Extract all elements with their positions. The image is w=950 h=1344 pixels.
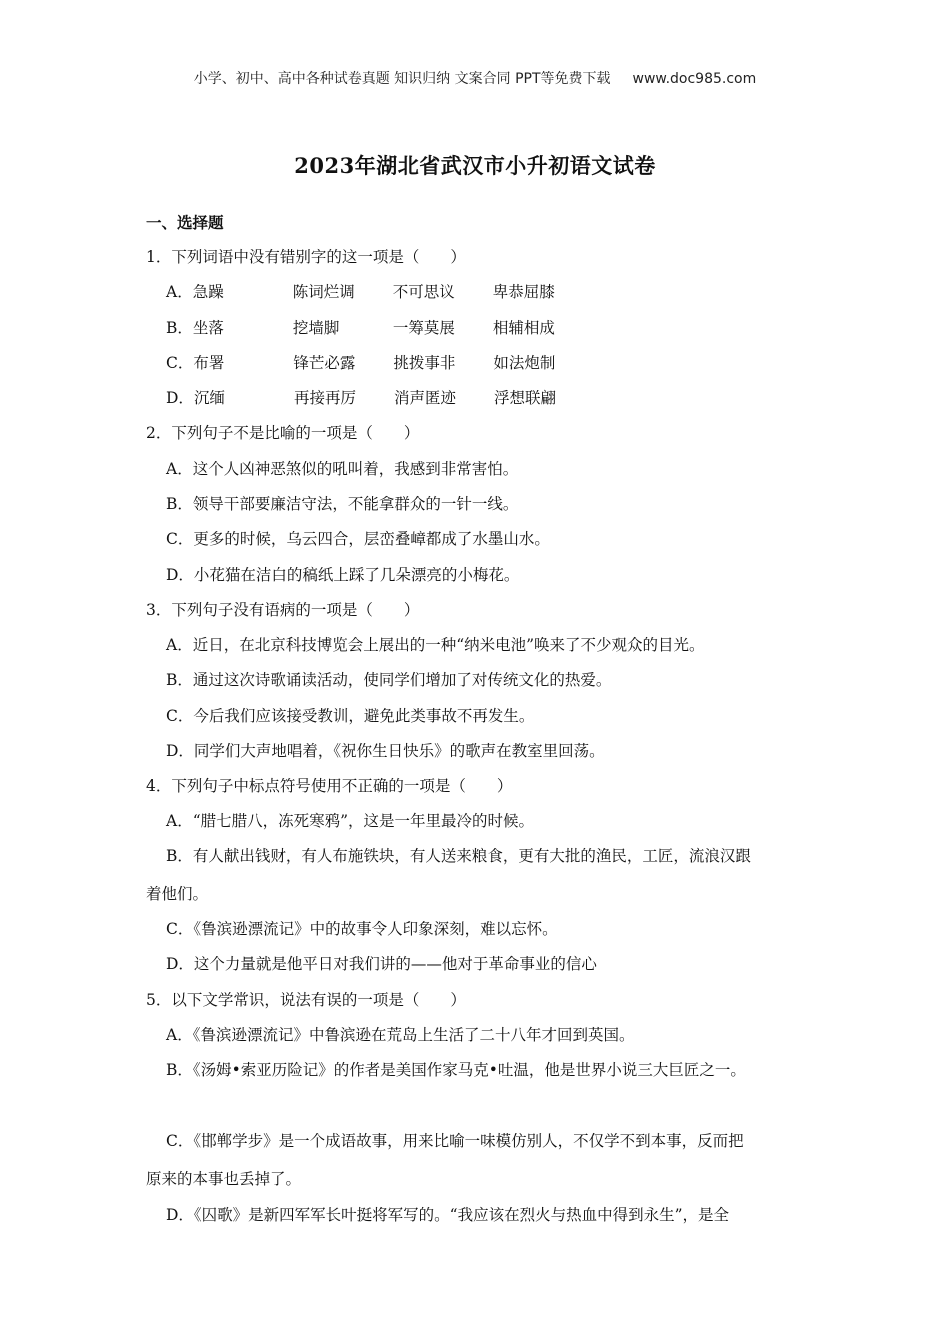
question-1-option-b: [166, 316, 555, 338]
option-word: 如法炮制: [493, 354, 556, 372]
question-3-stem: 3．下列句子没有语病的一项是（ ）: [146, 601, 420, 619]
question-1-option-c: [166, 351, 555, 373]
option-label: D．: [166, 389, 194, 407]
option-word: 沉缅: [193, 389, 225, 407]
option-word: 消声匿迹: [393, 389, 456, 407]
question-5-stem: 5．以下文学常识，说法有误的一项是（ ）: [146, 991, 466, 1009]
question-5-option-c-continued: 原来的本事也丢掉了。: [146, 1170, 302, 1188]
question-2-stem: 2．下列句子不是比喻的一项是（ ）: [146, 424, 420, 442]
page-header: [0, 68, 950, 88]
question-3-option-a: A．近日，在北京科技博览会上展出的一种“纳米电池”唤来了不少观众的目光。: [166, 636, 705, 654]
question-3-option-c: C．今后我们应该接受教训，避免此类事故不再发生。: [166, 707, 535, 725]
header-text: 小学、初中、高中各种试卷真题 知识归纳 文案合同 PPT等免费下载: [193, 71, 611, 87]
option-word: 相辅相成: [492, 319, 555, 337]
question-5-option-c: C．《邯郸学步》是一个成语故事，用来比喻一味模仿别人，不仅学不到本事，反而把: [166, 1132, 744, 1150]
question-4-option-b: B．有人献出钱财，有人布施铁块，有人送来粮食，更有大批的渔民，工匠，流浪汉跟: [166, 847, 751, 865]
question-4-option-a: A．“腊七腊八，冻死寒鸦”，这是一年里最冷的时候。: [166, 812, 535, 830]
option-label: B．: [166, 319, 193, 337]
question-2-option-d: D．小花猫在洁白的稿纸上踩了几朵漂亮的小梅花。: [166, 566, 520, 584]
option-word: 急躁: [192, 283, 224, 301]
question-4-stem: 4．下列句子中标点符号使用不正确的一项是（ ）: [146, 777, 513, 795]
option-word: 卑恭屈膝: [492, 283, 555, 301]
option-word: 锋芒必露: [293, 354, 356, 372]
option-label: A．: [166, 283, 193, 301]
question-1-option-a: [166, 280, 555, 302]
option-word: 浮想联翩: [493, 389, 556, 407]
option-word: 布署: [193, 354, 225, 372]
option-word: 再接再厉: [293, 389, 356, 407]
question-3-option-b: B．通过这次诗歌诵读活动，使同学们增加了对传统文化的热爱。: [166, 671, 612, 689]
question-1-stem: 1．下列词语中没有错别字的这一项是（ ）: [146, 248, 466, 266]
option-word: 坐落: [192, 319, 224, 337]
option-word: 挖墙脚: [292, 319, 340, 337]
question-4-option-b-continued: 着他们。: [146, 885, 209, 903]
question-4-option-d: D．这个力量就是他平日对我们讲的——他对于革命事业的信心: [166, 955, 597, 973]
option-word: 不可思议: [392, 283, 455, 301]
option-label: C．: [166, 354, 194, 372]
header-site-link[interactable]: www.doc985.com: [632, 71, 757, 87]
question-4-option-c: C．《鲁滨逊漂流记》中的故事令人印象深刻，难以忘怀。: [166, 920, 558, 938]
question-2-option-b: B．领导干部要廉洁守法，不能拿群众的一针一线。: [166, 495, 519, 513]
question-1-option-d: [166, 386, 556, 408]
section-heading: 一、选择题: [146, 213, 224, 232]
question-5-option-a: A．《鲁滨逊漂流记》中鲁滨逊在荒岛上生活了二十八年才回到英国。: [166, 1026, 635, 1044]
option-word: 陈词烂调: [292, 283, 355, 301]
option-word: 挑拨事非: [393, 354, 456, 372]
question-3-option-d: D．同学们大声地唱着，《祝你生日快乐》的歌声在教室里回荡。: [166, 742, 605, 760]
question-5-option-d: D．《囚歌》是新四军军长叶挺将军写的。“我应该在烈火与热血中得到永生”，是全: [166, 1206, 730, 1224]
question-2-option-a: A．这个人凶神恶煞似的吼叫着，我感到非常害怕。: [166, 460, 519, 478]
exam-title: 2023年湖北省武汉市小升初语文试卷: [294, 153, 656, 178]
question-2-option-c: C．更多的时候，乌云四合，层峦叠嶂都成了水墨山水。: [166, 530, 550, 548]
question-5-option-b: B．《汤姆•索亚历险记》的作者是美国作家马克•吐温，他是世界小说三大巨匠之一。: [166, 1061, 746, 1079]
option-word: 一筹莫展: [392, 319, 455, 337]
